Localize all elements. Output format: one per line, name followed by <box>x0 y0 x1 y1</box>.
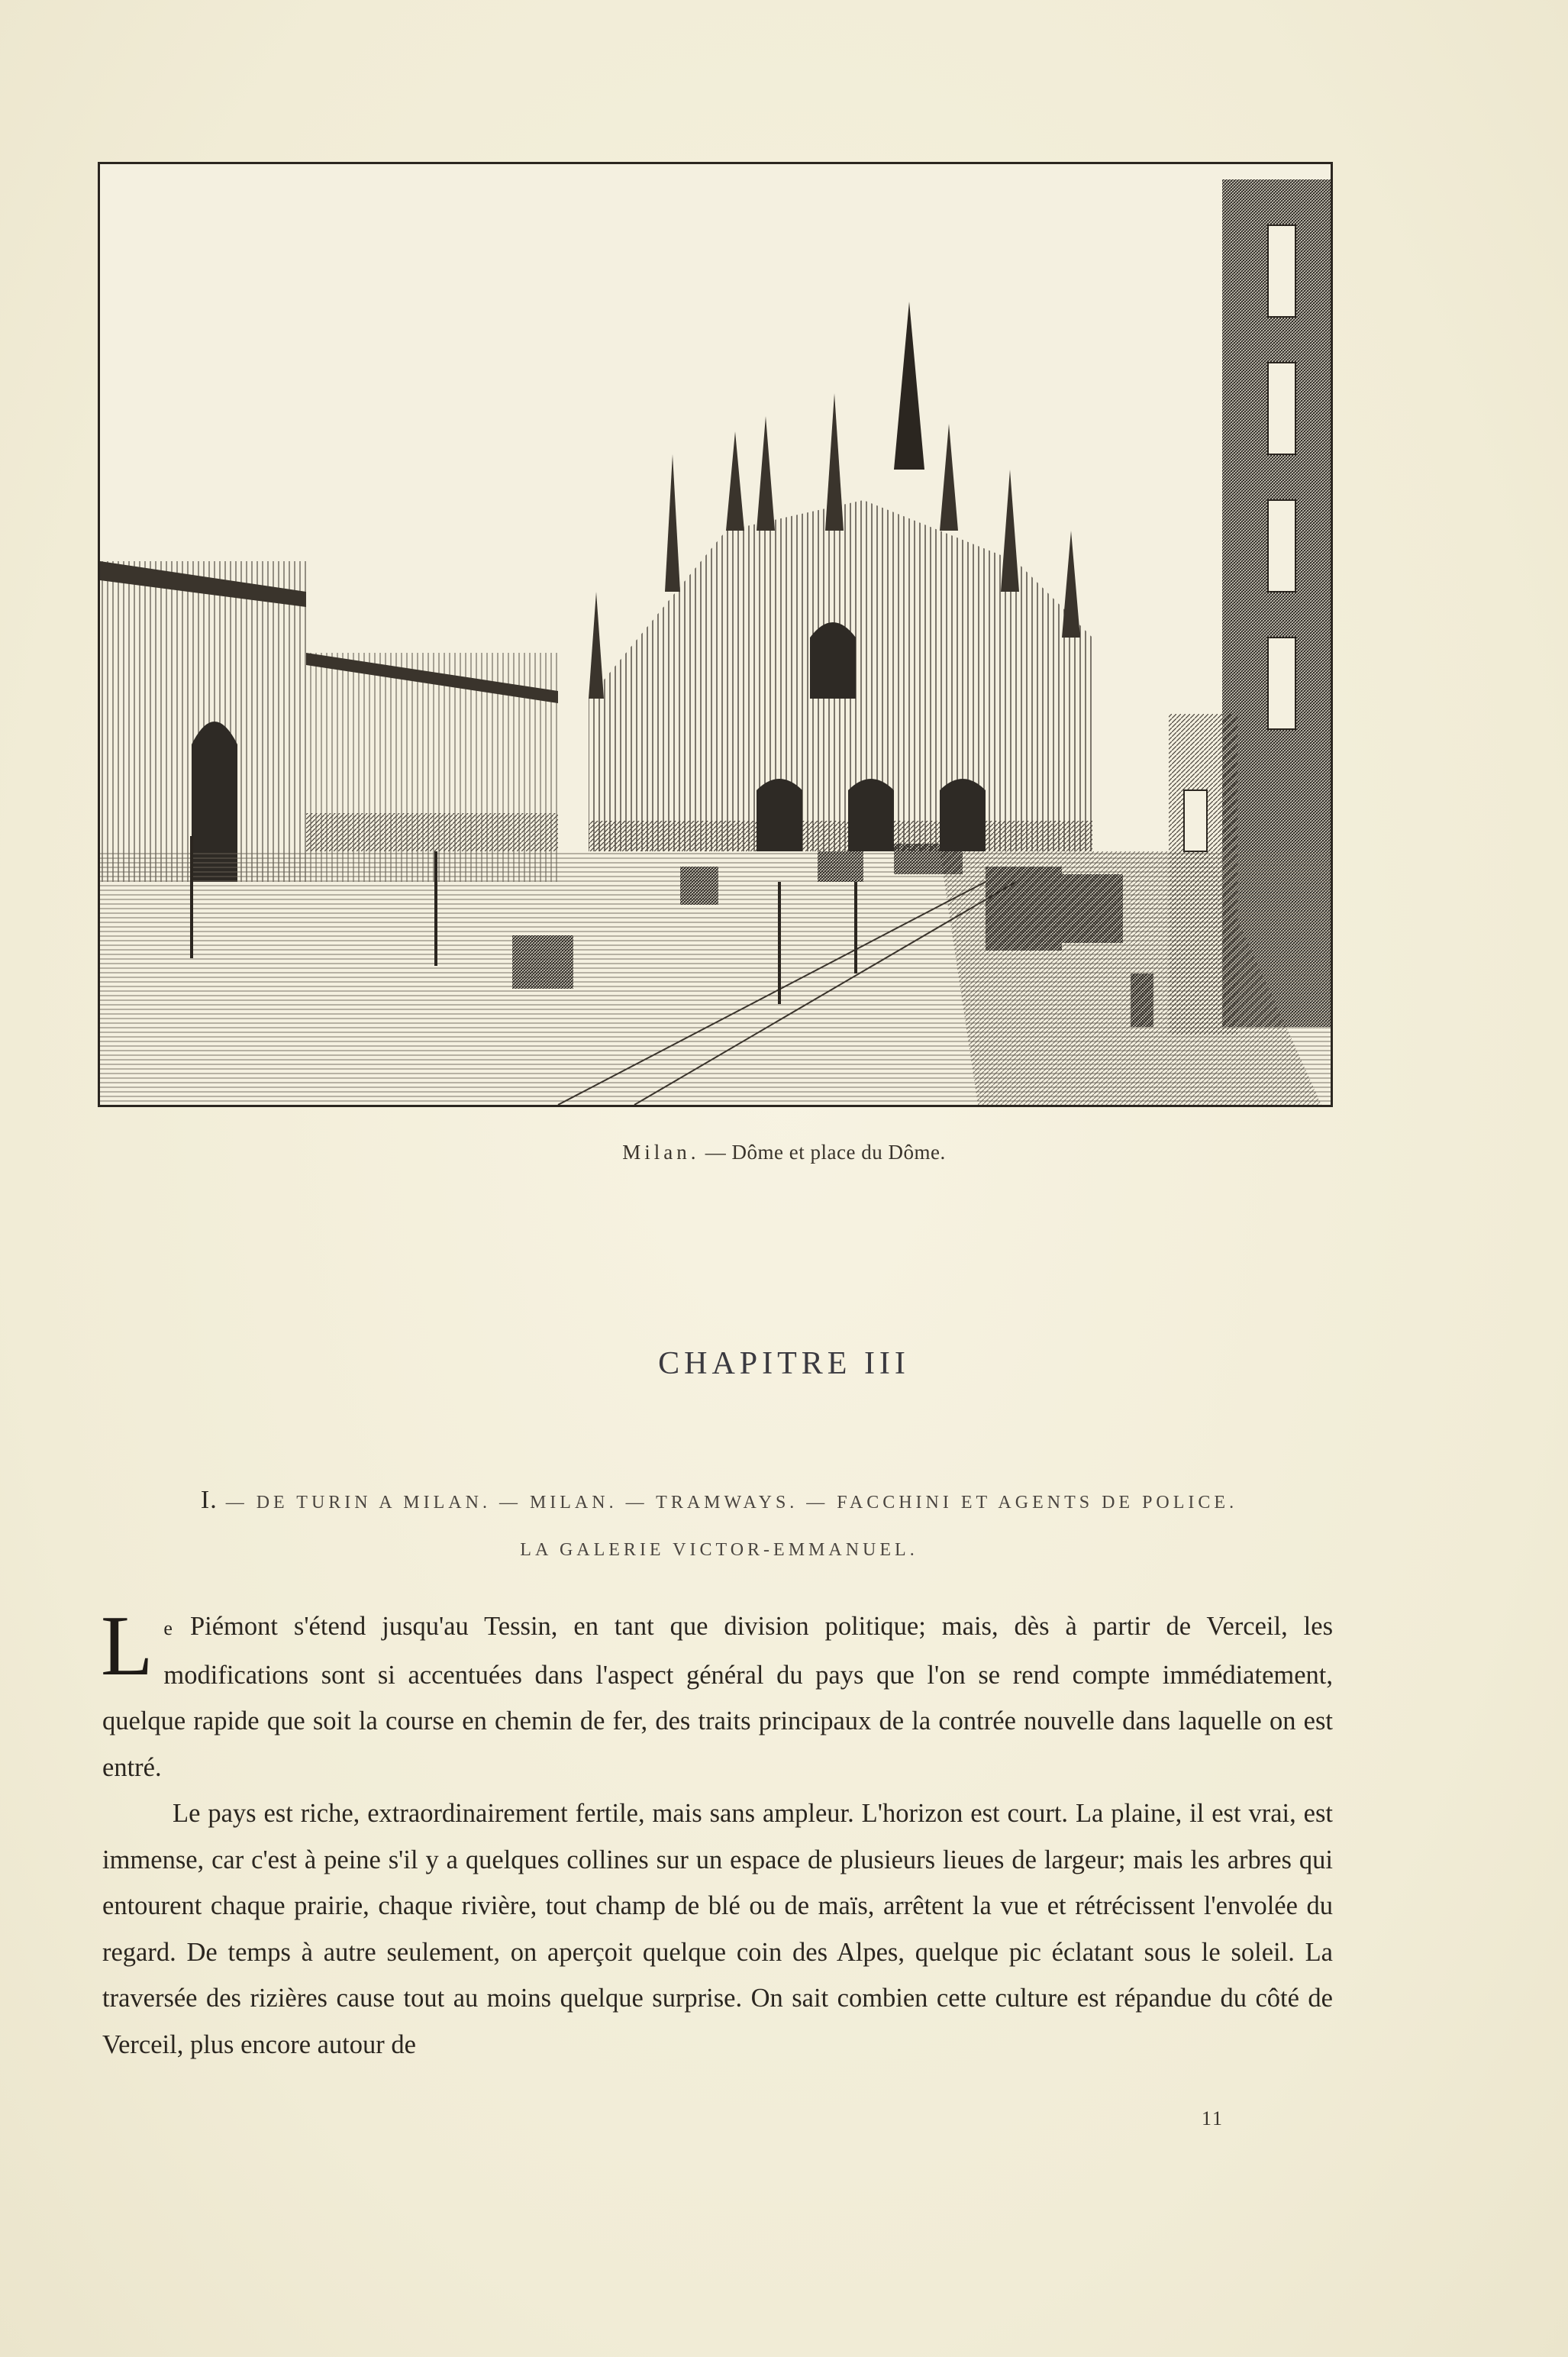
chapter-body <box>101 1599 1333 2068</box>
paragraph-1-text: Piémont s'étend jusqu'au Tessin, en tant que division politique; mais, dès à partir de Verceil, les modifications sont si accentuées dans l'aspect général du pays que l'on se rend compte immédiatement, quelque rapide que soit la course en chemin de fer, des traits principaux de la contrée nouvelle dans laquelle on est entré. <box>102 1612 1333 1782</box>
caption-place: Milan. <box>622 1141 700 1164</box>
page-number: 11 <box>1202 2107 1224 2129</box>
summary-line-2: LA GALERIE VICTOR-EMMANUEL. <box>520 1540 918 1560</box>
summary-line-1-text: — DE TURIN A MILAN. — MILAN. — TRAMWAYS. — FACCHINI ET AGENTS DE POLICE. <box>217 1493 1238 1513</box>
first-word-rest: e <box>163 1617 174 1639</box>
illustration-caption <box>0 1141 1568 1164</box>
drop-cap: L <box>101 1599 153 1693</box>
summary-line-1 <box>108 1477 1330 1526</box>
chapter-summary <box>108 1477 1330 1574</box>
chapter-title: CHAPITRE III <box>658 1346 910 1381</box>
milan-cathedral-engraving <box>98 162 1333 1107</box>
paragraph-2: Le pays est riche, extraordinairement fertile, mais sans ampleur. L'horizon est court. La plaine, il est vrai, est immense, car c'est à peine s'il y a quelques collines sur un espace de plusieurs lieues de largeur; mais les arbres qui entourent chaque prairie, chaque rivière, tout champ de blé ou de maïs, arrêtent la vue et rétrécissent l'envolée du regard. De temps à autre seulement, on aperçoit quelque coin des Alpes, quelque pic éclatant sous le soleil. La traversée des rizières cause tout au moins quelque surprise. On sait combien cette culture est répandue du côté de Verceil, plus encore autour de <box>102 1799 1333 2059</box>
caption-text: — Dôme et place du Dôme. <box>699 1141 946 1164</box>
paragraph-1 <box>101 1599 1333 1790</box>
engraving-drawing <box>100 164 1331 1105</box>
summary-numeral: I. <box>200 1486 218 1514</box>
